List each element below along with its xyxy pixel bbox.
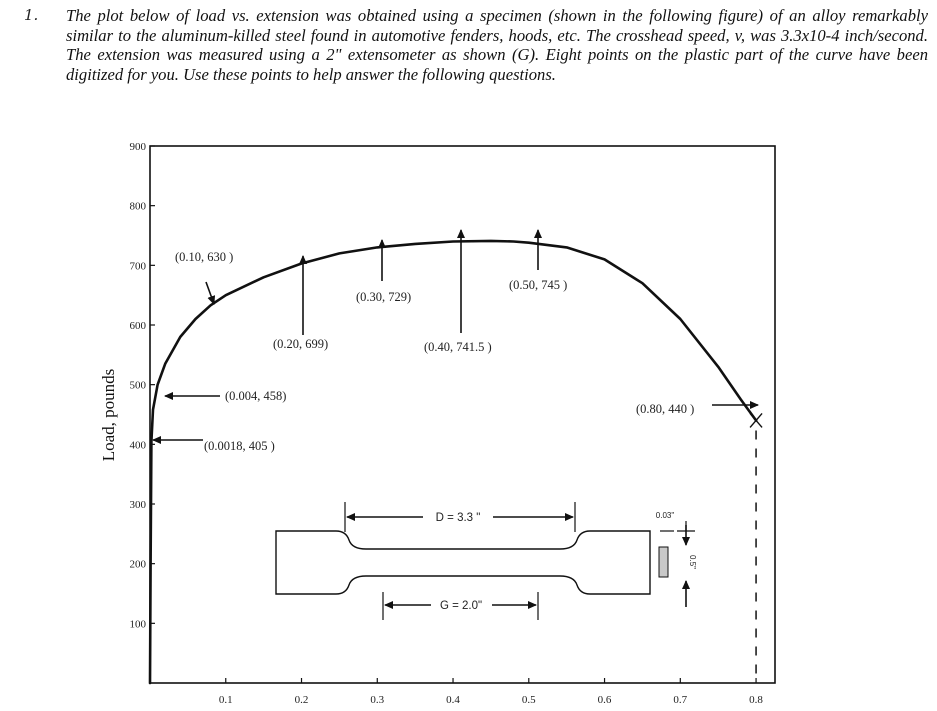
fracture-mark — [750, 413, 762, 427]
x-tick-label: 0.5 — [521, 694, 536, 706]
x-tick-label: 0.4 — [446, 694, 460, 706]
gauge-length-label: G = 2.0" — [439, 600, 483, 612]
problem-number: 1. — [24, 6, 39, 24]
y-axis-title: Load, pounds — [99, 368, 118, 462]
x-tick-label: 0.8 — [749, 694, 763, 706]
x-tick-label: 0.3 — [370, 694, 385, 706]
problem-statement: The plot below of load vs. extension was obtained using a specimen (shown in the following figure) of an alloy remarkably similar to the aluminum-killed steel found in automotive fenders, hoods, etc. The crosshead speed, v, was 3.3x10-4 inch/second. The extension was measured using a 2" extensometer as shown (G). Eight points on the plastic part of the curve have been digitized for you. Use these points to help answer the following questions. — [66, 6, 928, 84]
y-tick-label: 400 — [129, 439, 146, 452]
specimen-outline — [276, 531, 650, 594]
specimen-cross-section — [659, 547, 668, 577]
y-tick-label: 500 — [129, 379, 146, 392]
y-tick-label: 900 — [129, 141, 146, 153]
y-tick-label: 100 — [129, 618, 146, 631]
annotation-label: (0.0018, 405 ) — [204, 439, 275, 453]
y-tick-label: 200 — [129, 558, 146, 571]
y-tick-label: 600 — [129, 320, 146, 332]
annotation-label: (0.50, 745 ) — [509, 278, 568, 292]
series-layer — [150, 241, 756, 683]
annotation-label: (0.40, 741.5 ) — [424, 340, 492, 354]
width-label: 0.5" — [688, 555, 697, 569]
x-tick-label: 0.1 — [218, 694, 233, 706]
specimen-inset — [276, 502, 697, 620]
y-tick-label: 800 — [129, 200, 146, 213]
load-extension-curve — [150, 241, 756, 683]
x-tick-label: 0.2 — [294, 694, 309, 706]
annotation-label: (0.30, 729) — [356, 290, 412, 304]
x-tick-label: 0.6 — [597, 694, 612, 706]
reduced-length-label: D = 3.3 " — [435, 512, 481, 524]
annotation-label: (0.004, 458) — [225, 389, 287, 403]
annotation-label: (0.80, 440 ) — [636, 402, 695, 416]
y-tick-label: 700 — [129, 260, 146, 273]
annotation-arrow — [206, 282, 214, 304]
x-tick-label: 0.7 — [673, 694, 688, 706]
thickness-label: 0.03" — [655, 511, 675, 520]
y-tick-label: 300 — [129, 499, 146, 511]
annotation-label: (0.10, 630 ) — [175, 250, 234, 264]
point-annotations — [153, 230, 758, 453]
annotation-label: (0.20, 699) — [273, 337, 329, 351]
